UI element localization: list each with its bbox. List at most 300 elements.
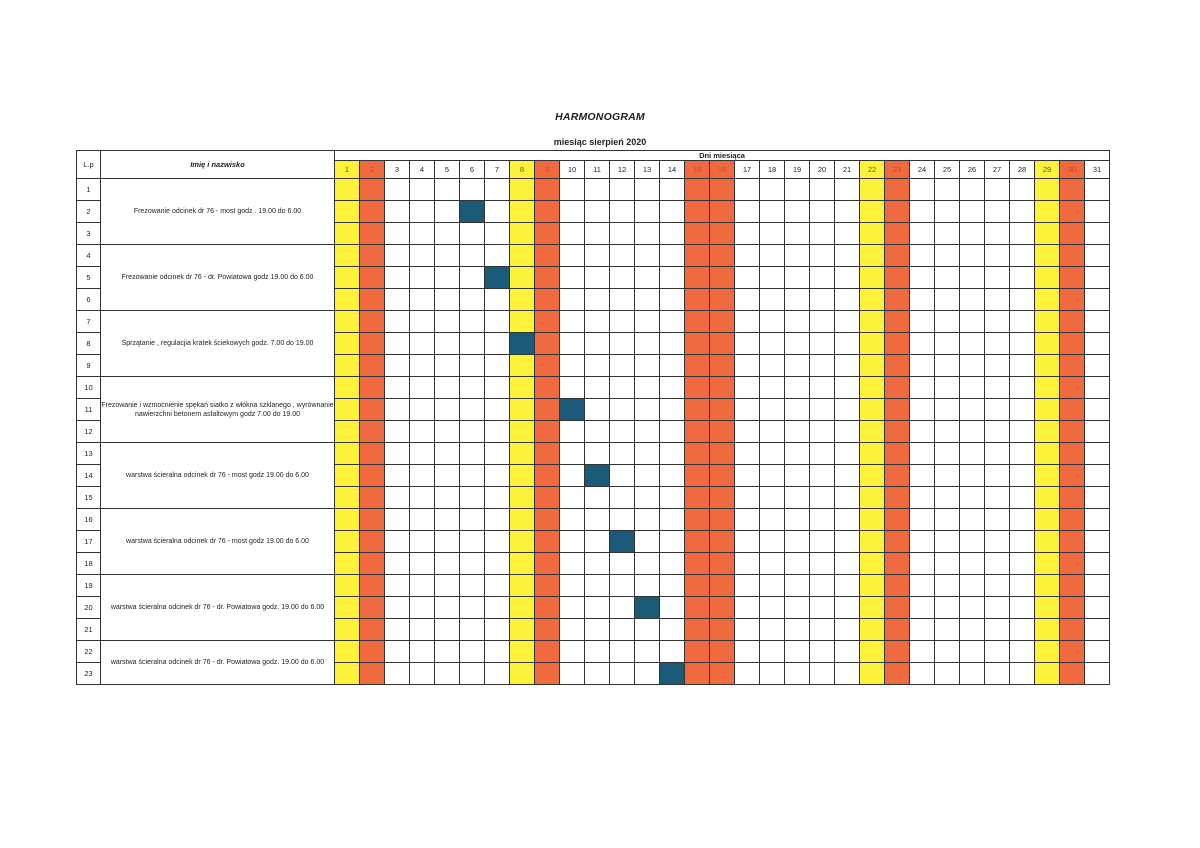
table-row (77, 443, 1133, 465)
schedule-cell (660, 201, 685, 223)
schedule-cell (360, 179, 385, 201)
schedule-cell (435, 619, 460, 641)
schedule-cell (385, 311, 410, 333)
schedule-cell (360, 333, 385, 355)
schedule-cell (1085, 531, 1110, 553)
table-row (77, 377, 1133, 399)
day-header-7: 7 (485, 161, 510, 179)
row-number: 1 (77, 179, 101, 201)
schedule-cell (835, 267, 860, 289)
schedule-cell (835, 223, 860, 245)
schedule-cell (735, 399, 760, 421)
schedule-cell (685, 641, 710, 663)
schedule-cell (460, 179, 485, 201)
schedule-cell (860, 663, 885, 685)
schedule-cell (760, 399, 785, 421)
schedule-cell (960, 663, 985, 685)
schedule-cell (510, 597, 535, 619)
schedule-cell (410, 399, 435, 421)
schedule-cell (685, 575, 710, 597)
schedule-cell (885, 267, 910, 289)
schedule-cell (360, 267, 385, 289)
schedule-cell (760, 531, 785, 553)
schedule-cell (435, 509, 460, 531)
schedule-cell (785, 553, 810, 575)
schedule-cell (510, 289, 535, 311)
schedule-cell (785, 619, 810, 641)
schedule-cell (410, 443, 435, 465)
schedule-cell (485, 553, 510, 575)
schedule-cell (385, 421, 410, 443)
schedule-cell (660, 553, 685, 575)
schedule-cell (1085, 289, 1110, 311)
schedule-cell (535, 245, 560, 267)
schedule-cell (860, 619, 885, 641)
days-header: Dni miesiąca (335, 151, 1110, 161)
schedule-cell (1060, 443, 1085, 465)
schedule-cell (860, 179, 885, 201)
schedule-cell (735, 575, 760, 597)
schedule-cell (1060, 289, 1085, 311)
schedule-cell (960, 355, 985, 377)
task-description: Sprzątanie , regulacjia kratek ściekowych godz. 7.00 do 19.00 (101, 311, 335, 377)
schedule-cell (810, 619, 835, 641)
schedule-cell (460, 575, 485, 597)
schedule-cell (660, 443, 685, 465)
schedule-cell (1035, 201, 1060, 223)
schedule-cell (960, 377, 985, 399)
schedule-cell (635, 355, 660, 377)
schedule-cell (760, 487, 785, 509)
schedule-cell (360, 531, 385, 553)
schedule-cell (460, 509, 485, 531)
schedule-cell (1010, 553, 1035, 575)
schedule-cell (460, 267, 485, 289)
day-header-29: 29 (1035, 161, 1060, 179)
schedule-cell (960, 465, 985, 487)
table-row (77, 311, 1133, 333)
schedule-cell (335, 289, 360, 311)
schedule-cell (560, 355, 585, 377)
schedule-cell (385, 465, 410, 487)
schedule-cell (460, 311, 485, 333)
schedule-cell (610, 245, 635, 267)
schedule-cell (485, 487, 510, 509)
schedule-cell (760, 289, 785, 311)
schedule-cell (560, 575, 585, 597)
schedule-cell (1085, 663, 1110, 685)
schedule-cell (835, 179, 860, 201)
schedule-cell (535, 289, 560, 311)
schedule-cell (610, 663, 635, 685)
schedule-cell (435, 267, 460, 289)
schedule-cell (385, 575, 410, 597)
schedule-cell (910, 355, 935, 377)
day-header-12: 12 (610, 161, 635, 179)
schedule-cell (935, 333, 960, 355)
schedule-cell (1060, 355, 1085, 377)
schedule-cell (685, 531, 710, 553)
row-number: 2 (77, 201, 101, 223)
schedule-cell (560, 245, 585, 267)
schedule-cell (810, 465, 835, 487)
schedule-cell (960, 487, 985, 509)
schedule-cell (735, 245, 760, 267)
schedule-cell (1085, 641, 1110, 663)
row-number: 12 (77, 421, 101, 443)
schedule-cell (835, 487, 860, 509)
schedule-cell (1060, 179, 1085, 201)
schedule-cell (760, 465, 785, 487)
schedule-cell (610, 179, 635, 201)
schedule-cell (360, 443, 385, 465)
schedule-cell (585, 663, 610, 685)
schedule-cell (835, 553, 860, 575)
schedule-cell (935, 531, 960, 553)
row-number: 13 (77, 443, 101, 465)
schedule-cell (535, 311, 560, 333)
schedule-cell (585, 619, 610, 641)
schedule-cell (685, 509, 710, 531)
schedule-cell (1035, 377, 1060, 399)
schedule-cell (885, 597, 910, 619)
schedule-cell (835, 201, 860, 223)
schedule-cell (810, 487, 835, 509)
schedule-cell (1060, 333, 1085, 355)
schedule-cell (535, 597, 560, 619)
day-header-18: 18 (760, 161, 785, 179)
schedule-cell (1085, 333, 1110, 355)
schedule-cell (610, 421, 635, 443)
schedule-cell (410, 311, 435, 333)
schedule-cell (760, 575, 785, 597)
schedule-cell (535, 399, 560, 421)
schedule-cell (660, 245, 685, 267)
table-row (77, 641, 1133, 663)
schedule-cell (535, 223, 560, 245)
schedule-cell (910, 531, 935, 553)
schedule-cell (385, 399, 410, 421)
schedule-cell (1010, 465, 1035, 487)
schedule-cell (335, 487, 360, 509)
work-day-marker (660, 663, 685, 685)
schedule-cell (710, 575, 735, 597)
schedule-cell (460, 355, 485, 377)
schedule-cell (485, 465, 510, 487)
schedule-cell (860, 487, 885, 509)
schedule-cell (485, 619, 510, 641)
schedule-cell (535, 377, 560, 399)
schedule-cell (710, 223, 735, 245)
schedule-cell (635, 201, 660, 223)
schedule-cell (710, 201, 735, 223)
schedule-cell (860, 201, 885, 223)
schedule-cell (885, 619, 910, 641)
schedule-cell (735, 465, 760, 487)
schedule-cell (510, 179, 535, 201)
task-description: warstwa ścieralna odcinek dr 76 - most godz 19.00 do 6.00 (101, 443, 335, 509)
schedule-cell (735, 223, 760, 245)
schedule-cell (810, 597, 835, 619)
schedule-cell (485, 377, 510, 399)
schedule-cell (610, 597, 635, 619)
schedule-cell (385, 641, 410, 663)
schedule-cell (410, 465, 435, 487)
schedule-cell (510, 421, 535, 443)
document-title: HARMONOGRAM (555, 111, 645, 123)
schedule-cell (685, 663, 710, 685)
schedule-cell (635, 421, 660, 443)
schedule-cell (435, 531, 460, 553)
schedule-cell (560, 487, 585, 509)
schedule-cell (1035, 641, 1060, 663)
schedule-cell (785, 509, 810, 531)
day-header-16: 16 (710, 161, 735, 179)
schedule-cell (760, 619, 785, 641)
schedule-cell (560, 267, 585, 289)
schedule-cell (1060, 487, 1085, 509)
schedule-cell (585, 531, 610, 553)
schedule-cell (710, 531, 735, 553)
schedule-cell (735, 597, 760, 619)
schedule-cell (560, 377, 585, 399)
schedule-cell (735, 201, 760, 223)
schedule-cell (360, 421, 385, 443)
schedule-cell (360, 487, 385, 509)
schedule-cell (660, 333, 685, 355)
schedule-cell (860, 575, 885, 597)
schedule-cell (1010, 355, 1035, 377)
schedule-cell (360, 465, 385, 487)
schedule-cell (485, 355, 510, 377)
schedule-cell (610, 223, 635, 245)
schedule-cell (1085, 465, 1110, 487)
schedule-cell (1085, 201, 1110, 223)
schedule-cell (510, 553, 535, 575)
schedule-cell (360, 509, 385, 531)
schedule-cell (635, 575, 660, 597)
schedule-cell (860, 245, 885, 267)
schedule-cell (960, 289, 985, 311)
schedule-cell (985, 509, 1010, 531)
schedule-cell (1010, 641, 1035, 663)
schedule-cell (560, 179, 585, 201)
schedule-cell (1010, 289, 1035, 311)
schedule-cell (935, 575, 960, 597)
schedule-cell (335, 553, 360, 575)
schedule-cell (785, 267, 810, 289)
schedule-cell (1010, 421, 1035, 443)
schedule-cell (785, 399, 810, 421)
schedule-cell (860, 399, 885, 421)
schedule-cell (960, 597, 985, 619)
schedule-cell (885, 663, 910, 685)
schedule-cell (935, 421, 960, 443)
schedule-cell (910, 179, 935, 201)
schedule-cell (610, 575, 635, 597)
schedule-cell (435, 487, 460, 509)
schedule-cell (985, 333, 1010, 355)
day-header-26: 26 (960, 161, 985, 179)
schedule-cell (710, 179, 735, 201)
schedule-cell (560, 443, 585, 465)
schedule-cell (535, 443, 560, 465)
schedule-cell (1010, 531, 1035, 553)
day-header-28: 28 (1010, 161, 1035, 179)
day-header-11: 11 (585, 161, 610, 179)
task-description: Frezowanie i wzmocnienie spękań siatko z włókna szklanego , wyrównanie nawierzchni betonem asfaltowym godz 7.00 do 19.00 (101, 377, 335, 443)
schedule-cell (410, 531, 435, 553)
schedule-cell (960, 641, 985, 663)
schedule-cell (660, 575, 685, 597)
schedule-cell (1085, 267, 1110, 289)
row-number: 8 (77, 333, 101, 355)
schedule-cell (410, 597, 435, 619)
schedule-cell (585, 333, 610, 355)
schedule-cell (960, 553, 985, 575)
work-day-marker (510, 333, 535, 355)
schedule-cell (910, 245, 935, 267)
schedule-cell (785, 201, 810, 223)
schedule-cell (985, 179, 1010, 201)
schedule-cell (610, 443, 635, 465)
schedule-cell (785, 663, 810, 685)
schedule-cell (410, 663, 435, 685)
day-header-20: 20 (810, 161, 835, 179)
schedule-cell (885, 245, 910, 267)
schedule-cell (410, 487, 435, 509)
schedule-cell (485, 201, 510, 223)
schedule-cell (460, 641, 485, 663)
schedule-cell (510, 575, 535, 597)
schedule-cell (610, 201, 635, 223)
schedule-cell (510, 223, 535, 245)
schedule-cell (510, 399, 535, 421)
schedule-cell (610, 509, 635, 531)
schedule-cell (435, 663, 460, 685)
schedule-cell (635, 289, 660, 311)
schedule-cell (935, 553, 960, 575)
table-row (77, 245, 1133, 267)
schedule-cell (1010, 487, 1035, 509)
schedule-cell (535, 465, 560, 487)
schedule-cell (610, 641, 635, 663)
schedule-cell (810, 443, 835, 465)
task-description: warstwa ścieralna odcinek dr 76 - most godz 19.00 do 6.00 (101, 509, 335, 575)
schedule-cell (435, 399, 460, 421)
schedule-cell (960, 201, 985, 223)
schedule-cell (485, 443, 510, 465)
schedule-cell (385, 179, 410, 201)
schedule-cell (810, 311, 835, 333)
schedule-table (76, 150, 1133, 685)
schedule-cell (960, 421, 985, 443)
day-header-19: 19 (785, 161, 810, 179)
schedule-cell (435, 377, 460, 399)
schedule-cell (835, 289, 860, 311)
schedule-cell (760, 641, 785, 663)
schedule-cell (585, 311, 610, 333)
schedule-cell (435, 465, 460, 487)
schedule-cell (810, 245, 835, 267)
schedule-cell (935, 641, 960, 663)
schedule-cell (735, 377, 760, 399)
schedule-cell (885, 311, 910, 333)
schedule-cell (1085, 509, 1110, 531)
task-description: Frezowanie odcinek dr 76 - dr. Powiatowa godz 19.00 do 6.00 (101, 245, 335, 311)
schedule-cell (885, 355, 910, 377)
schedule-cell (910, 597, 935, 619)
schedule-cell (685, 267, 710, 289)
schedule-cell (885, 509, 910, 531)
schedule-cell (510, 487, 535, 509)
schedule-cell (560, 201, 585, 223)
schedule-cell (610, 487, 635, 509)
schedule-cell (460, 333, 485, 355)
schedule-cell (360, 553, 385, 575)
table-row (77, 179, 1133, 201)
schedule-cell (985, 487, 1010, 509)
schedule-cell (735, 333, 760, 355)
schedule-cell (610, 377, 635, 399)
schedule-cell (585, 443, 610, 465)
schedule-cell (785, 377, 810, 399)
schedule-cell (635, 619, 660, 641)
day-header-2: 2 (360, 161, 385, 179)
schedule-cell (1060, 267, 1085, 289)
schedule-cell (760, 421, 785, 443)
schedule-cell (885, 179, 910, 201)
schedule-cell (935, 289, 960, 311)
schedule-cell (860, 421, 885, 443)
schedule-cell (985, 619, 1010, 641)
schedule-cell (460, 421, 485, 443)
schedule-cell (1060, 531, 1085, 553)
schedule-cell (935, 311, 960, 333)
task-description: warstwa ścieralna odcinek dr 76 - dr. Powiatowa godz. 19.00 do 6.00 (101, 641, 335, 685)
schedule-cell (385, 663, 410, 685)
schedule-cell (835, 619, 860, 641)
schedule-cell (785, 311, 810, 333)
schedule-cell (1035, 443, 1060, 465)
schedule-cell (535, 355, 560, 377)
schedule-cell (935, 179, 960, 201)
schedule-cell (1060, 509, 1085, 531)
schedule-cell (960, 267, 985, 289)
schedule-cell (485, 245, 510, 267)
row-number: 4 (77, 245, 101, 267)
schedule-cell (685, 487, 710, 509)
schedule-cell (785, 487, 810, 509)
schedule-cell (810, 509, 835, 531)
schedule-cell (410, 223, 435, 245)
schedule-cell (810, 641, 835, 663)
schedule-cell (735, 619, 760, 641)
schedule-cell (610, 355, 635, 377)
schedule-cell (910, 421, 935, 443)
schedule-cell (560, 553, 585, 575)
schedule-cell (685, 333, 710, 355)
schedule-cell (660, 179, 685, 201)
schedule-cell (985, 421, 1010, 443)
schedule-cell (910, 509, 935, 531)
schedule-cell (1060, 575, 1085, 597)
schedule-cell (635, 553, 660, 575)
schedule-cell (760, 201, 785, 223)
schedule-cell (1010, 333, 1035, 355)
work-day-marker (635, 597, 660, 619)
schedule-cell (410, 355, 435, 377)
